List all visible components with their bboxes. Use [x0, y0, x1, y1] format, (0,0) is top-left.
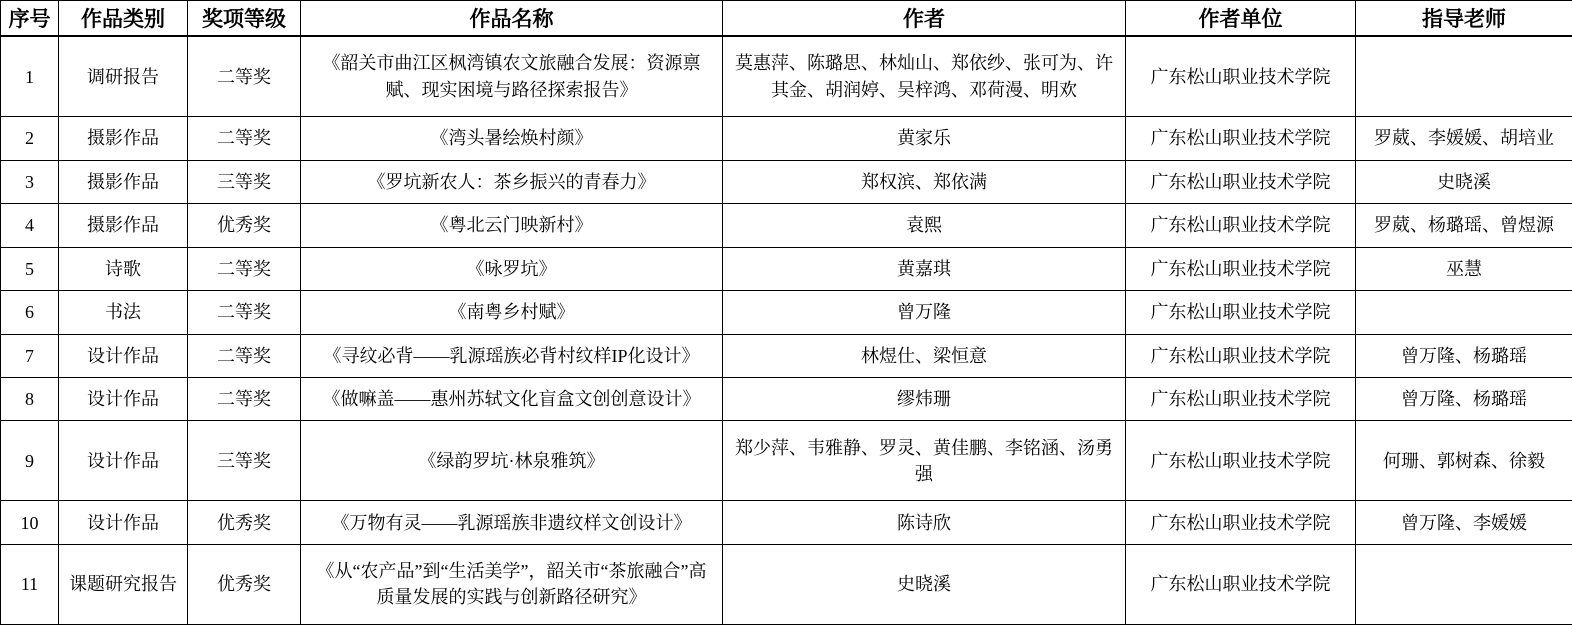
column-header-category: 作品类别 [59, 1, 188, 37]
header-row [1, 1, 1572, 37]
cell-advisors: 罗葳、李媛媛、胡培业 [1356, 117, 1572, 160]
cell-award: 优秀奖 [188, 501, 301, 544]
cell-category: 调研报告 [59, 36, 188, 117]
cell-organization: 广东松山职业技术学院 [1126, 544, 1356, 624]
table-row [1, 334, 1572, 377]
table-row [1, 204, 1572, 247]
cell-serial: 6 [1, 291, 59, 334]
cell-title: 《湾头暑绘焕村颜》 [301, 117, 723, 160]
cell-organization: 广东松山职业技术学院 [1126, 377, 1356, 420]
cell-serial: 8 [1, 377, 59, 420]
table-body [1, 36, 1572, 625]
cell-serial: 9 [1, 421, 59, 501]
cell-authors: 黄家乐 [723, 117, 1126, 160]
column-header-award: 奖项等级 [188, 1, 301, 37]
table-row [1, 117, 1572, 160]
cell-category: 设计作品 [59, 421, 188, 501]
cell-category: 设计作品 [59, 501, 188, 544]
cell-category: 摄影作品 [59, 204, 188, 247]
cell-advisors: 曾万隆、杨璐瑶 [1356, 377, 1572, 420]
cell-award: 优秀奖 [188, 544, 301, 624]
cell-serial: 10 [1, 501, 59, 544]
cell-serial: 11 [1, 544, 59, 624]
cell-advisors [1356, 36, 1572, 117]
cell-title: 《咏罗坑》 [301, 247, 723, 290]
table-row [1, 544, 1572, 624]
cell-category: 设计作品 [59, 377, 188, 420]
table-row [1, 421, 1572, 501]
cell-category: 摄影作品 [59, 160, 188, 203]
cell-serial: 3 [1, 160, 59, 203]
cell-advisors: 史晓溪 [1356, 160, 1572, 203]
cell-advisors: 罗葳、杨璐瑶、曾煜源 [1356, 204, 1572, 247]
cell-award: 三等奖 [188, 421, 301, 501]
cell-title: 《从“农产品”到“生活美学”，韶关市“茶旅融合”高质量发展的实践与创新路径研究》 [301, 544, 723, 624]
cell-award: 三等奖 [188, 160, 301, 203]
table-row [1, 291, 1572, 334]
cell-title: 《绿韵罗坑·林泉雅筑》 [301, 421, 723, 501]
cell-organization: 广东松山职业技术学院 [1126, 117, 1356, 160]
cell-award: 优秀奖 [188, 204, 301, 247]
cell-organization: 广东松山职业技术学院 [1126, 334, 1356, 377]
cell-category: 摄影作品 [59, 117, 188, 160]
cell-award: 二等奖 [188, 334, 301, 377]
column-header-advisors: 指导老师 [1356, 1, 1572, 37]
cell-award: 二等奖 [188, 247, 301, 290]
cell-serial: 1 [1, 36, 59, 117]
cell-category: 课题研究报告 [59, 544, 188, 624]
cell-serial: 5 [1, 247, 59, 290]
cell-title: 《粤北云门映新村》 [301, 204, 723, 247]
column-header-authors: 作者 [723, 1, 1126, 37]
cell-authors: 林煜仕、梁恒意 [723, 334, 1126, 377]
cell-organization: 广东松山职业技术学院 [1126, 247, 1356, 290]
cell-advisors: 巫慧 [1356, 247, 1572, 290]
table-row [1, 377, 1572, 420]
cell-award: 二等奖 [188, 36, 301, 117]
table-row [1, 36, 1572, 117]
cell-organization: 广东松山职业技术学院 [1126, 421, 1356, 501]
cell-authors: 黄嘉琪 [723, 247, 1126, 290]
column-header-organization: 作者单位 [1126, 1, 1356, 37]
table-row [1, 160, 1572, 203]
column-header-serial: 序号 [1, 1, 59, 37]
cell-organization: 广东松山职业技术学院 [1126, 36, 1356, 117]
cell-title: 《寻纹必背——乳源瑶族必背村纹样IP化设计》 [301, 334, 723, 377]
cell-organization: 广东松山职业技术学院 [1126, 501, 1356, 544]
cell-authors: 袁熙 [723, 204, 1126, 247]
cell-serial: 4 [1, 204, 59, 247]
cell-authors: 史晓溪 [723, 544, 1126, 624]
cell-serial: 7 [1, 334, 59, 377]
cell-advisors [1356, 291, 1572, 334]
cell-authors: 缪炜珊 [723, 377, 1126, 420]
cell-organization: 广东松山职业技术学院 [1126, 291, 1356, 334]
cell-authors: 陈诗欣 [723, 501, 1126, 544]
cell-authors: 郑权滨、郑依满 [723, 160, 1126, 203]
cell-advisors [1356, 544, 1572, 624]
table-row [1, 247, 1572, 290]
cell-advisors: 曾万隆、杨璐瑶 [1356, 334, 1572, 377]
cell-title: 《南粤乡村赋》 [301, 291, 723, 334]
table-row [1, 501, 1572, 544]
cell-authors: 莫惠萍、陈璐思、林灿山、郑依纱、张可为、许其金、胡润婷、吴梓鸿、邓荷漫、明欢 [723, 36, 1126, 117]
table-header [1, 1, 1572, 37]
cell-organization: 广东松山职业技术学院 [1126, 160, 1356, 203]
cell-authors: 郑少萍、韦雅静、罗灵、黄佳鹏、李铭涵、汤勇强 [723, 421, 1126, 501]
cell-award: 二等奖 [188, 117, 301, 160]
cell-category: 书法 [59, 291, 188, 334]
cell-serial: 2 [1, 117, 59, 160]
cell-advisors: 曾万隆、李媛媛 [1356, 501, 1572, 544]
cell-authors: 曾万隆 [723, 291, 1126, 334]
cell-advisors: 何珊、郭树森、徐毅 [1356, 421, 1572, 501]
cell-category: 设计作品 [59, 334, 188, 377]
column-header-title: 作品名称 [301, 1, 723, 37]
cell-title: 《韶关市曲江区枫湾镇农文旅融合发展：资源禀赋、现实困境与路径探索报告》 [301, 36, 723, 117]
cell-award: 二等奖 [188, 377, 301, 420]
cell-title: 《做嘛盖——惠州苏轼文化盲盒文创创意设计》 [301, 377, 723, 420]
cell-title: 《罗坑新农人：茶乡振兴的青春力》 [301, 160, 723, 203]
cell-title: 《万物有灵——乳源瑶族非遗纹样文创设计》 [301, 501, 723, 544]
cell-category: 诗歌 [59, 247, 188, 290]
cell-award: 二等奖 [188, 291, 301, 334]
cell-organization: 广东松山职业技术学院 [1126, 204, 1356, 247]
